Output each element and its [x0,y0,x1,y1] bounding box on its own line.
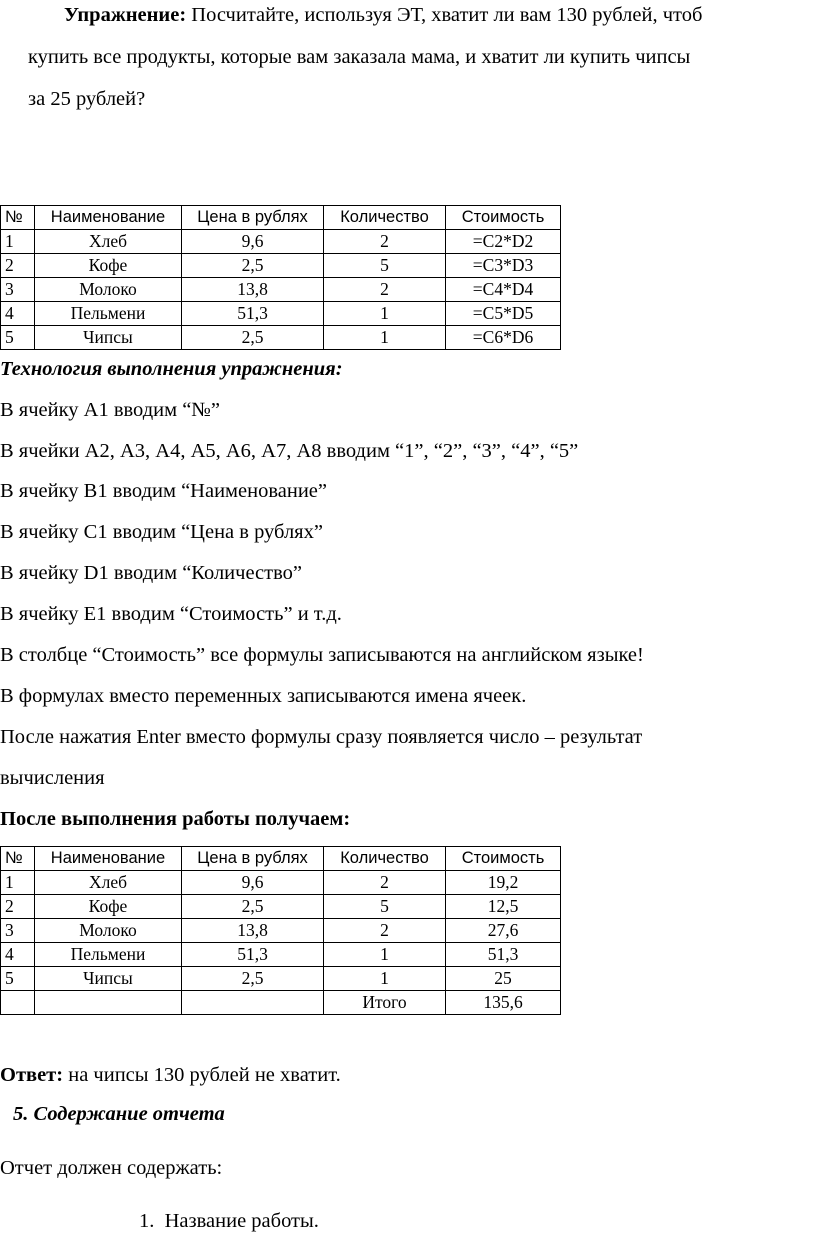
exercise-line-3: за 25 рублей? [28,88,146,110]
table-cell: 2,5 [182,326,324,350]
list-text: Название работы. [164,1210,319,1232]
table-cell: =C4*D4 [446,278,561,302]
result-table-row [1,943,561,967]
table-cell [1,991,35,1015]
table-cell: 4 [1,302,35,326]
formula-table-row [1,254,561,278]
table-cell: =C5*D5 [446,302,561,326]
table-cell: 1 [324,967,446,991]
table-cell: 51,3 [182,302,324,326]
table-cell: Кофе [35,895,182,919]
table-cell: 51,3 [446,943,561,967]
result-heading: После выполнения работы получаем: [0,808,351,830]
formula-table-row [1,302,561,326]
result-table-row [1,967,561,991]
exercise-line-2: купить все продукты, которые вам заказала мама, и хватит ли купить чипсы [28,46,691,68]
table-cell: 4 [1,943,35,967]
formula-table-body [1,206,561,350]
table-cell: Молоко [35,919,182,943]
table-cell: 2,5 [182,254,324,278]
tech-line-8: В формулах вместо переменных записываются имена ячеек. [0,685,527,707]
formula-table-row [1,230,561,254]
exercise-line-1 [64,2,702,28]
result-table-row [1,895,561,919]
table-cell: Молоко [35,278,182,302]
header-cell: № [1,206,35,230]
table-cell: 3 [1,278,35,302]
table-cell: 2 [1,254,35,278]
result-table-row [1,991,561,1015]
header-cell: Цена в рублях [182,206,324,230]
table-cell: 2,5 [182,895,324,919]
table-cell: 1 [324,302,446,326]
table-cell: Кофе [35,254,182,278]
table-cell: 13,8 [182,919,324,943]
tech-line-4: В ячейку С1 вводим “Цена в рублях” [0,521,323,543]
table-cell: 2 [1,895,35,919]
table-cell: 1 [1,871,35,895]
table-cell: 2 [324,278,446,302]
result-table-row [1,919,561,943]
table-cell [35,991,182,1015]
table-cell: 9,6 [182,230,324,254]
table-cell: =C3*D3 [446,254,561,278]
table-cell: 13,8 [182,278,324,302]
formula-table [0,205,561,350]
tech-line-2: В ячейки А2, А3, А4, А5, А6, А7, А8 вводим “1”, “2”, “3”, “4”, “5” [0,440,579,462]
table-cell: 2,5 [182,967,324,991]
answer-line [0,1062,341,1088]
tech-line-10: вычисления [0,767,105,789]
tech-line-5: В ячейку D1 вводим “Количество” [0,562,303,584]
report-list-item-1 [139,1208,319,1234]
table-cell [182,991,324,1015]
table-cell: Пельмени [35,302,182,326]
technology-heading: Технология выполнения упражнения: [0,358,343,380]
list-number: 1. [139,1210,155,1232]
table-cell: 135,6 [446,991,561,1015]
result-table [0,846,561,1015]
formula-table-row [1,326,561,350]
table-cell: 25 [446,967,561,991]
tech-line-9: После нажатия Enter вместо формулы сразу появляется число – результат [0,726,643,748]
report-intro: Отчет должен содержать: [0,1157,223,1179]
header-cell: Наименование [35,847,182,871]
answer-text: на чипсы 130 рублей не хватит. [68,1064,341,1086]
table-cell: 1 [1,230,35,254]
table-cell: 27,6 [446,919,561,943]
formula-table-header-row [1,206,561,230]
header-cell: Количество [324,847,446,871]
table-cell: 5 [1,326,35,350]
table-cell: 5 [1,967,35,991]
table-cell: 19,2 [446,871,561,895]
table-cell: 5 [324,254,446,278]
header-cell: Стоимость [446,206,561,230]
header-cell: Количество [324,206,446,230]
table-cell: 1 [324,326,446,350]
table-cell: 12,5 [446,895,561,919]
table-cell: 51,3 [182,943,324,967]
table-cell: Хлеб [35,230,182,254]
table-cell: 5 [324,895,446,919]
formula-table-row [1,278,561,302]
exercise-label: Упражнение: [64,4,187,26]
exercise-text-1: Посчитайте, используя ЭТ, хватит ли вам 130 рублей, чтоб [191,4,703,26]
table-cell: Пельмени [35,943,182,967]
table-cell: Итого [324,991,446,1015]
result-table-header-row [1,847,561,871]
header-cell: № [1,847,35,871]
table-cell: =C6*D6 [446,326,561,350]
table-cell: 2 [324,871,446,895]
result-table-row [1,871,561,895]
table-cell: 3 [1,919,35,943]
header-cell: Цена в рублях [182,847,324,871]
table-cell: 9,6 [182,871,324,895]
table-cell: Чипсы [35,967,182,991]
table-cell: 2 [324,919,446,943]
tech-line-3: В ячейку В1 вводим “Наименование” [0,480,327,502]
answer-label: Ответ: [0,1064,64,1086]
table-cell: Хлеб [35,871,182,895]
table-cell: Чипсы [35,326,182,350]
table-cell: 1 [324,943,446,967]
tech-line-1: В ячейку А1 вводим “№” [0,399,220,421]
header-cell: Наименование [35,206,182,230]
table-cell: 2 [324,230,446,254]
tech-line-7: В столбце “Стоимость” все формулы записываются на английском языке! [0,644,644,666]
table-cell: =C2*D2 [446,230,561,254]
header-cell: Стоимость [446,847,561,871]
section-5-heading: 5. Содержание отчета [13,1103,225,1125]
tech-line-6: В ячейку Е1 вводим “Стоимость” и т.д. [0,603,342,625]
result-table-body [1,847,561,1015]
